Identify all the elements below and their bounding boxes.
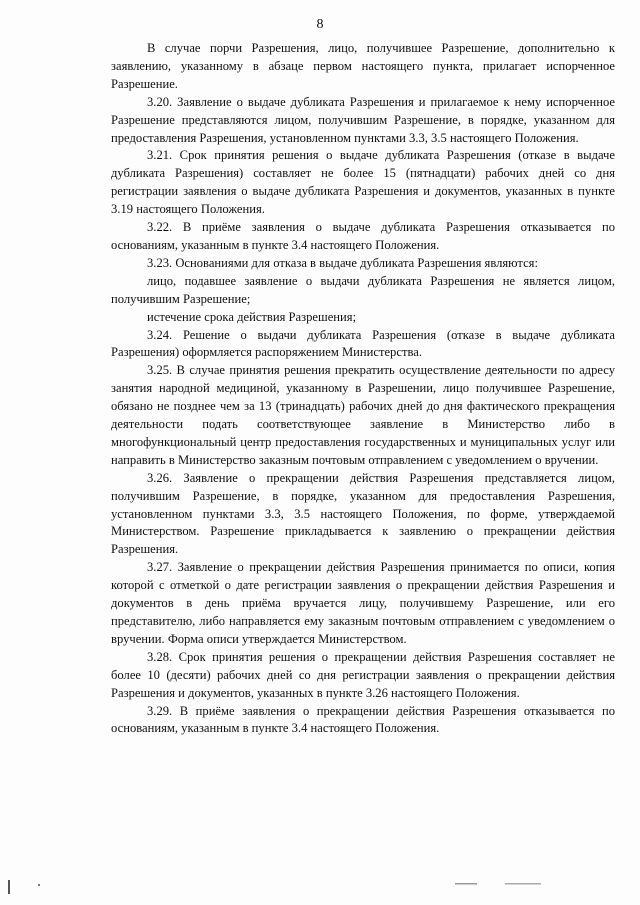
paragraph: 3.25. В случае принятия решения прекратить осуществление деятельности по адресу занятия народной медициной, указанному в Разрешении, лицо получившее Разрешение, обязано не позднее чем за 13 (тринадцать) рабочих дней до дня фактического прекращения деятельности подать соответствующее заявление в Министерство либо в многофункциональный центр предоставления государственных и муниципальных услуг или направить в Министерство заказным почтовым отправлением с уведомлением о вручении. xyxy=(111,363,615,467)
scan-mark-dot xyxy=(38,884,40,886)
list-item: лицо, подавшее заявление о выдачи дубликата Разрешения не является лицом, получившим Разрешение; xyxy=(111,273,615,306)
paragraph: 3.20. Заявление о выдаче дубликата Разрешения и прилагаемое к нему испорченное Разрешение представляются лицом, получившим Разрешение, в порядке, указанном для предоставления Разрешения, установленном пунктами 3.3, 3.5 настоящего Положения. xyxy=(111,94,615,145)
scan-mark-line xyxy=(455,883,477,885)
paragraph: 3.28. Срок принятия решения о прекращении действия Разрешения составляет не более 10 (десяти) рабочих дней со дня регистрации заявления о прекращении действия Разрешения и документов, указанных в пункте 3.26 настоящего Положения. xyxy=(111,649,615,700)
paragraph: 3.29. В приёме заявления о прекращении действия Разрешения отказывается по основаниям, указанным в пункте 3.4 настоящего Положения. xyxy=(111,703,615,736)
paragraph: В случае порчи Разрешения, лицо, получившее Разрешение, дополнительно к заявлению, указанному в абзаце первом настоящего пункта, прилагает испорченное Разрешение. xyxy=(111,41,615,91)
paragraph: 3.27. Заявление о прекращении действия Разрешения принимается по описи, копия которой с отметкой о дате регистрации заявления о прекращении действия Разрешения и документов в день приёма вручается лицу, получившему Разрешение, или его представителю, либо направляется ему заказным почтовым отправлением с уведомлением о вручении. Форма описи утверждается Министерством. xyxy=(111,560,615,646)
scan-mark-left xyxy=(8,880,10,894)
scan-mark-line xyxy=(505,883,541,885)
document-body xyxy=(111,40,615,738)
paragraph: 3.22. В приёме заявления о выдаче дубликата Разрешения отказывается по основаниям, указанным в пункте 3.4 настоящего Положения. xyxy=(111,220,615,252)
list-item: истечение срока действия Разрешения; xyxy=(147,309,357,324)
paragraph: 3.24. Решение о выдачи дубликата Разрешения (отказе в выдаче дубликата Разрешения) оформляется распоряжением Министерства. xyxy=(111,327,615,360)
paragraph: 3.26. Заявление о прекращении действия Разрешения представляется лицом, получившим Разрешение, в порядке, указанном для предоставления Разрешения, установленном пунктами 3.3, 3.5 настоящего Положения, по форме, утверждаемой Министерством. Разрешение прикладывается к заявлению о прекращении действия Разрешения. xyxy=(111,470,615,557)
page-number: 8 xyxy=(316,17,324,32)
paragraph: 3.21. Срок принятия решения о выдаче дубликата Разрешения (отказе в выдаче дубликата Разрешения) составляет не более 15 (пятнадцати) рабочих дней со дня регистрации заявления о выдаче дубликата Разрешения и документов, указанных в пункте 3.19 настоящего Положения. xyxy=(111,148,615,217)
paragraph: 3.23. Основаниями для отказа в выдаче дубликата Разрешения являются: xyxy=(147,255,538,270)
